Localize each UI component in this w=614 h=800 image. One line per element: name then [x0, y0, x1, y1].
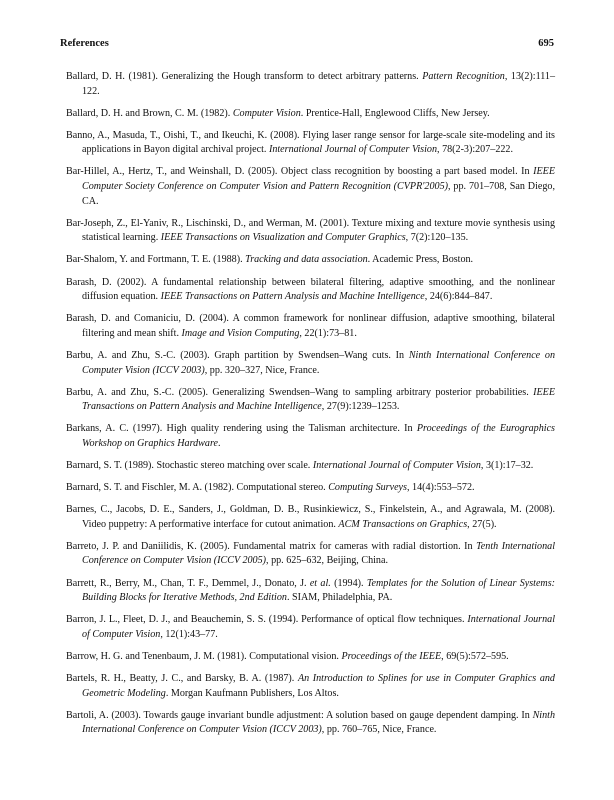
section-title: References — [60, 38, 109, 49]
reference-text: Barnard, S. T. (1989). Stochastic stereo matching over scale. — [66, 459, 313, 471]
reference-venue: Proceedings of the Eurographics Workshop on Graphics Hardware — [82, 423, 555, 449]
reference-text: (1994). — [330, 577, 367, 589]
reference-text: Ballard, D. H. and Brown, C. M. (1982). — [66, 107, 233, 119]
reference-entry — [66, 613, 555, 642]
reference-list — [66, 70, 555, 745]
reference-venue: Pattern Recognition — [422, 71, 505, 82]
reference-text: , 22(1):73–81. — [299, 327, 357, 339]
reference-text: , 24(6):844–847. — [424, 291, 493, 303]
reference-entry — [66, 481, 555, 496]
reference-text: Bartoli, A. (2003). Towards gauge invariant bundle adjustment: A solution based on gauge dependent damping. In — [66, 709, 533, 721]
reference-venue: Tenth International Conference on Computer Vision (ICCV 2005) — [82, 540, 555, 567]
reference-text: , 69(5):572–595. — [441, 650, 509, 662]
reference-venue: Templates for the Solution of Linear Systems: Building Blocks for Iterative Methods, 2nd Edition — [82, 577, 556, 604]
reference-entry — [66, 386, 555, 415]
reference-venue: International Journal of Computer Vision — [82, 614, 555, 640]
reference-text: . Prentice-Hall, Englewood Cliffs, New Jersey. — [300, 107, 490, 119]
reference-venue: An Introduction to Splines for use in Computer Graphics and Geometric Modeling — [82, 673, 555, 699]
reference-text: Bar-Shalom, Y. and Fortmann, T. E. (1988). — [66, 254, 246, 266]
reference-venue: Image and Vision Computing — [181, 327, 300, 339]
reference-venue: Tracking and data association — [245, 254, 368, 266]
reference-text: Barron, J. L., Fleet, D. J., and Beauchemin, S. S. (1994). Performance of optical flow techniques. — [66, 614, 468, 626]
reference-entry — [66, 165, 555, 209]
reference-text: Ballard, D. H. (1981). Generalizing the Hough transform to detect arbitrary patterns. — [66, 71, 423, 82]
reference-entry — [66, 650, 555, 665]
reference-venue: International Journal of Computer Vision — [268, 144, 438, 156]
reference-entry — [66, 577, 555, 606]
reference-text: . — [218, 437, 221, 449]
reference-text: Barrow, H. G. and Tenenbaum, J. M. (1981). Computational vision. — [66, 650, 342, 662]
reference-venue: Ninth International Conference on Computer Vision (ICCV 2003) — [82, 709, 555, 736]
reference-text: Bar-Hillel, A., Hertz, T., and Weinshall, D. (2005). Object class recognition by boosting a part based model. In — [66, 166, 534, 178]
reference-text: , pp. 760–765, Nice, France. — [321, 724, 437, 736]
reference-text: Barnes, C., Jacobs, D. E., Sanders, J., Goldman, D. B., Rusinkiewicz, S., Finkelstein, A., and Agrawala, M. (2008). Video puppetry: A performative interface for cutout animation. — [66, 504, 555, 530]
reference-venue: International Journal of Computer Vision — [312, 459, 481, 471]
reference-text: Barash, D. (2002). A fundamental relationship between bilateral filtering, adaptive smoothing, and the nonlinear diffusion equation. — [66, 276, 555, 303]
reference-entry — [66, 129, 555, 158]
reference-entry — [66, 276, 555, 305]
reference-text: , pp. 320–327, Nice, France. — [204, 364, 320, 376]
reference-text: Banno, A., Masuda, T., Oishi, T., and Ikeuchi, K. (2008). Flying laser range sensor for large-scale site-modeling and its applications in Bayon digital archival project. — [66, 129, 555, 156]
page-number: 695 — [538, 38, 554, 49]
reference-venue: IEEE Transactions on Pattern Analysis and Machine Intelligence — [160, 291, 425, 303]
reference-text: , 7(2):120–135. — [405, 232, 469, 244]
reference-venue: et al. — [309, 577, 331, 589]
reference-entry — [66, 107, 555, 122]
reference-venue: Computing Surveys — [328, 482, 407, 494]
reference-text: Barrett, R., Berry, M., Chan, T. F., Demmel, J., Donato, J. — [66, 577, 310, 589]
reference-venue: Proceedings of the IEEE — [341, 650, 442, 662]
reference-text: . SIAM, Philadelphia, PA. — [286, 592, 393, 604]
reference-entry — [66, 422, 555, 451]
reference-venue: IEEE Transactions on Visualization and Computer Graphics — [160, 232, 406, 244]
reference-text: , pp. 701–708, San Diego, CA. — [82, 181, 555, 207]
reference-text: Barash, D. and Comaniciu, D. (2004). A common framework for nonlinear diffusion, adaptive smoothing, bilateral filtering and mean shift. — [66, 313, 555, 339]
reference-venue: IEEE Transactions on Pattern Analysis and Machine Intelligence — [82, 386, 555, 413]
reference-text: , 27(9):1239–1253. — [321, 401, 400, 413]
reference-text: , 12(1):43–77. — [160, 628, 218, 640]
reference-text: , pp. 625–632, Beijing, China. — [266, 555, 388, 567]
reference-text: Barnard, S. T. and Fischler, M. A. (1982). Computational stereo. — [66, 482, 329, 494]
reference-text: , 3(1):17–32. — [480, 459, 534, 471]
running-header — [60, 38, 554, 54]
reference-venue: Ninth International Conference on Computer Vision (ICCV 2003) — [82, 349, 555, 376]
reference-text: Bar-Joseph, Z., El-Yaniv, R., Lischinski, D., and Werman, M. (2001). Texture mixing and texture movie synthesis using statistical learning. — [66, 217, 555, 244]
reference-text: Barbu, A. and Zhu, S.-C. (2005). Generalizing Swendsen–Wang to sampling arbitrary posterior probabilities. — [66, 386, 534, 398]
reference-text: Bartels, R. H., Beatty, J. C., and Barsky, B. A. (1987). — [66, 673, 298, 684]
reference-venue: Computer Vision — [232, 107, 301, 119]
reference-entry — [66, 349, 555, 378]
reference-entry — [66, 503, 555, 532]
reference-venue: ACM Transactions on Graphics — [338, 518, 468, 530]
reference-entry — [66, 672, 555, 701]
reference-entry — [66, 540, 555, 569]
reference-entry — [66, 312, 555, 341]
reference-text: , 13(2):111–122. — [82, 71, 556, 97]
reference-text: . Academic Press, Boston. — [367, 254, 474, 266]
reference-text: , 78(2-3):207–222. — [437, 144, 513, 156]
reference-entry — [66, 709, 555, 738]
reference-text: . Morgan Kaufmann Publishers, Los Altos. — [165, 687, 339, 699]
reference-entry — [66, 459, 555, 474]
reference-text: , 27(5). — [467, 518, 497, 530]
reference-entry — [66, 70, 555, 99]
reference-text: , 14(4):553–572. — [406, 482, 475, 494]
reference-entry — [66, 253, 555, 268]
reference-entry — [66, 217, 555, 246]
reference-text: Barkans, A. C. (1997). High quality rendering using the Talisman architecture. In — [66, 423, 417, 435]
reference-text: Barbu, A. and Zhu, S.-C. (2003). Graph partition by Swendsen–Wang cuts. In — [66, 349, 409, 361]
reference-text: Barreto, J. P. and Daniilidis, K. (2005). Fundamental matrix for cameras with radial distortion. In — [66, 540, 477, 552]
reference-venue: IEEE Computer Society Conference on Computer Vision and Pattern Recognition (CVPR'2005) — [82, 166, 555, 193]
